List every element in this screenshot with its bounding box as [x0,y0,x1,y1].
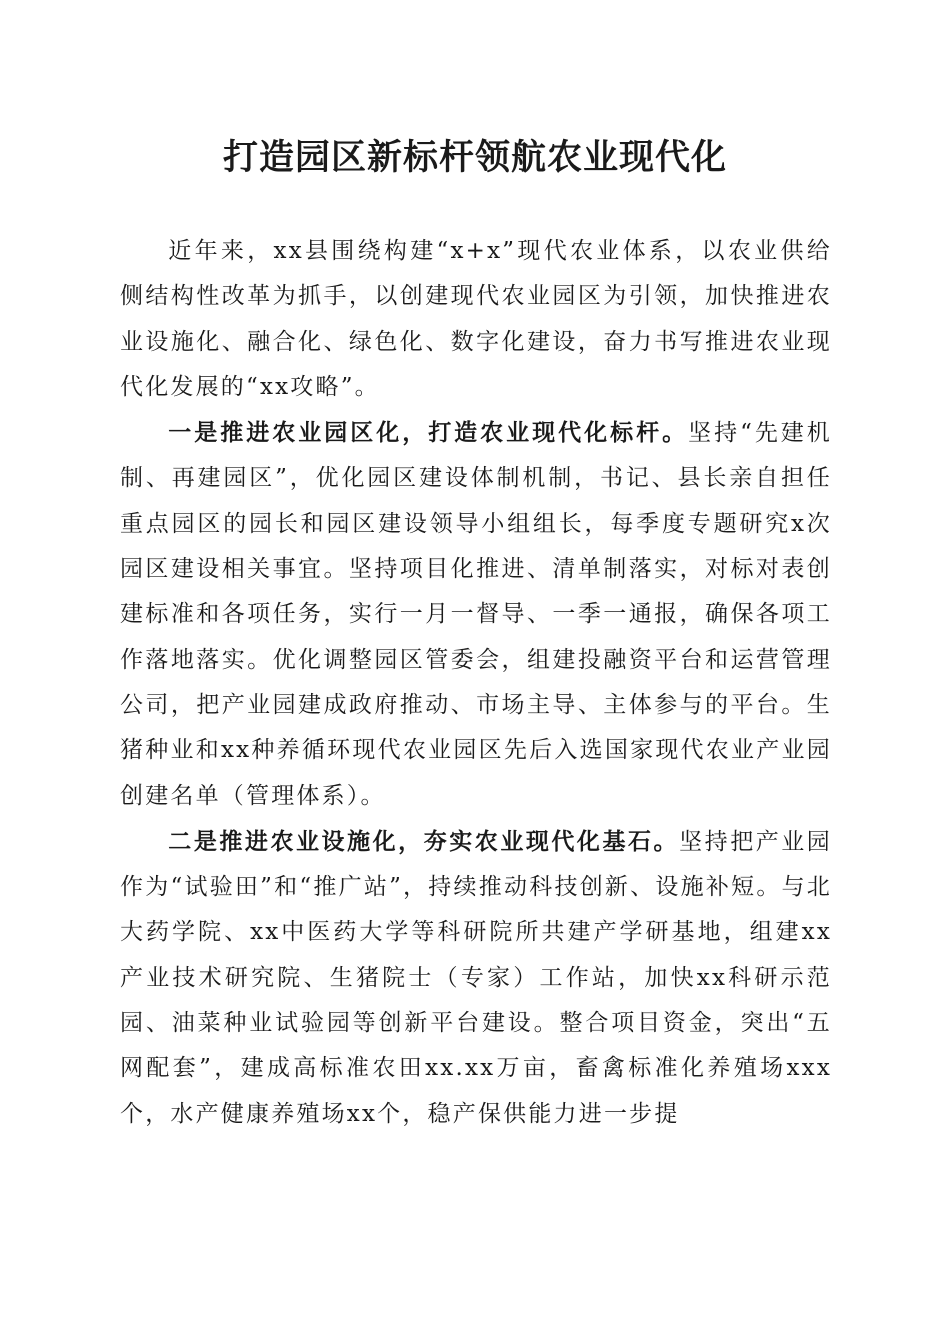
paragraph-text: 坚持“先建机制、再建园区”，优化园区建设体制机制，书记、县长亲自担任重点园区的园长和园区建设领导小组组长，每季度专题研究x次园区建设相关事宜。坚持项目化推进、清单制落实，对标对表创建标准和各项任务，实行一月一督导、一季一通报，确保各项工作落地落实。优化调整园区管委会，组建投融资平台和运营管理公司，把产业园建成政府推动、市场主导、主体参与的平台。生猪种业和xx种养循环现代农业园区先后入选国家现代农业产业园创建名单（管理体系）。 [120,420,832,809]
paragraph-lead: 二是推进农业设施化，夯实农业现代化基石。 [168,827,680,855]
paragraph-facility [120,819,832,1137]
paragraph-text: 坚持把产业园作为“试验田”和“推广站”，持续推动科技创新、设施补短。与北大药学院、xx中医药大学等科研院所共建产学研基地，组建xx产业技术研究院、生猪院士（专家）工作站，加快xx科研示范园、油菜种业试验园等创新平台建设。整合项目资金，突出“五网配套”，建成高标准农田xx.xx万亩，畜禽标准化养殖场xxx个，水产健康养殖场xx个，稳产保供能力进一步提 [120,828,833,1127]
document-title: 打造园区新标杆领航农业现代化 [222,137,727,178]
paragraph-lead: 一是推进农业园区化，打造农业现代化标杆。 [168,419,689,447]
paragraph-text: 近年来，xx县围绕构建“x+x”现代农业体系，以农业供给侧结构性改革为抓手，以创建现代农业园区为引领，加快推进农业设施化、融合化、绿色化、数字化建设，奋力书写推进农业现代化发展的“xx攻略”。 [120,238,832,400]
document-body [120,228,832,1137]
paragraph-intro [120,228,832,410]
paragraph-park [120,410,832,819]
